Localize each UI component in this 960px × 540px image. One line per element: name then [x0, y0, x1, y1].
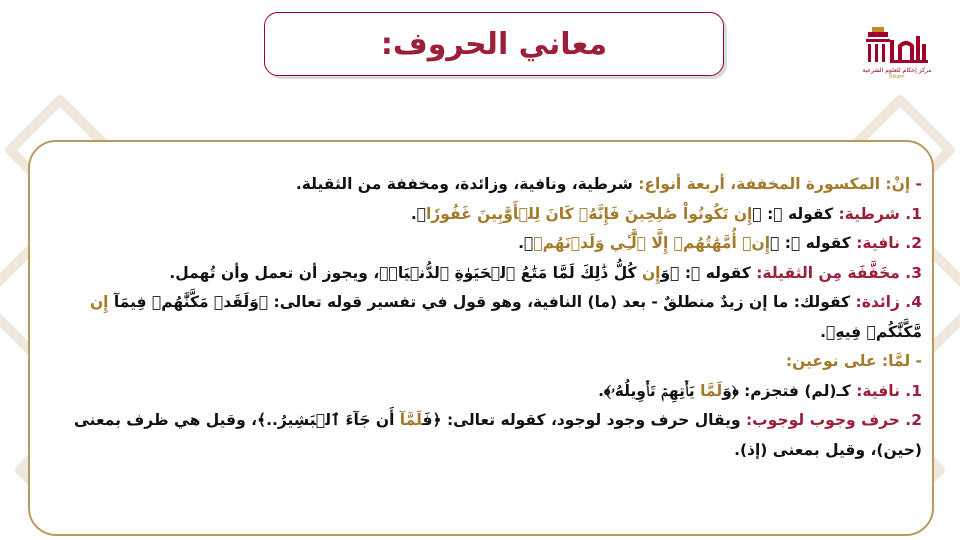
line-in-extra: 4. زائدة: كقولك: ما إن زيدٌ منطلقٌ - بعد (ما) النافية، وهو قول في تفسير قوله تعالى: ﴿وَلَقَدۡ مَكَّنَّٰهُمۡ فِيمَآ إِن مَّكَّنَّٰكُمۡ فِيهِ﴾. [89, 293, 922, 341]
line-label: إنْ: المكسورة المخففة، أربعة أنواع: [638, 175, 911, 193]
line-in-conditional: 1. شرطية: كقوله ﷻ: ﴿إِن تَكُونُواْ صَٰلِحِينَ فَإِنَّهُۥ كَانَ لِلۡأَوَّٰبِينَ غَفُورٗا﴾. [410, 204, 922, 223]
line-in-negation: 2. نافية: كقوله ﷻ: ﴿إِنۡ أُمَّهَٰتُهُمۡ إِلَّا ٱلَّٰٓـِٔي وَلَدۡنَهُمۡ﴾. [518, 234, 922, 252]
line-label: نافية: [856, 234, 900, 252]
line-lamma-necessity: 2. حرف وجوب لوجوب: ويقال حرف وجود لوجود، كقوله تعالى: ﴿فَلَمَّآ أَن جَآءَ ٱلۡبَشِيرُ..﴾، وقيل هي ظرف بمعنى (حين)، وقيل بمعنى (إذ). [73, 411, 922, 459]
quran-highlight: لَمَّآ [399, 411, 423, 429]
logo-emblem-icon [862, 26, 932, 66]
page-title: معاني الحروف: [380, 26, 608, 62]
title-box [264, 12, 724, 76]
line-label: نافية: [856, 381, 900, 400]
quran-highlight: إِنۡ أُمَّهَٰتُهُمۡ إِلَّا ٱلَّٰٓـِٔي وَلَدۡنَهُمۡ [533, 234, 771, 252]
line-in-types: - إنْ: المكسورة المخففة، أربعة أنواع: شرطية، ونافية، وزائدة، ومخففة من الثقيلة. [295, 175, 922, 193]
line-label: لمَّا: على نوعين: [785, 352, 911, 370]
line-label: زائدة: [855, 293, 900, 311]
line-in-lightened: 3. مخَفَّفَة مِن الثقيلة: كقوله ﷻ: ﴿وَإِن كُلُّ ذَٰلِكَ لَمَّا مَتَٰعُ ٱلۡحَيَوٰةِ ٱلدُّنۡيَاۚ﴾، ويجوز أن تعمل وأن تُهمل. [169, 263, 922, 282]
line-label: شرطية: [838, 204, 900, 223]
content-body [42, 170, 922, 465]
logo-tagline: Ihkam [889, 74, 905, 80]
quran-highlight: إِن [89, 293, 109, 311]
quran-highlight: إِن تَكُونُواْ صَٰلِحِينَ فَإِنَّهُۥ كَانَ لِلۡأَوَّٰبِينَ غَفُورٗا [426, 204, 753, 223]
quran-highlight: لَمَّا [700, 381, 723, 400]
line-lamma-types: - لمَّا: على نوعين: [785, 352, 922, 370]
quran-highlight: إِن [641, 263, 661, 282]
line-lamma-negation: 1. نافية: كـ(لم) فتجزم: ﴿وَلَمَّا يَأۡتِهِمۡ تَأۡوِيلُهُۥ﴾. [598, 381, 922, 400]
line-label: مخَفَّفَة مِن الثقيلة: [756, 263, 900, 282]
line-label: حرف وجوب لوجوب: [745, 411, 900, 429]
logo-subtitle: مركز إحكام للعلوم الشرعية [862, 67, 932, 74]
logo [846, 26, 948, 98]
